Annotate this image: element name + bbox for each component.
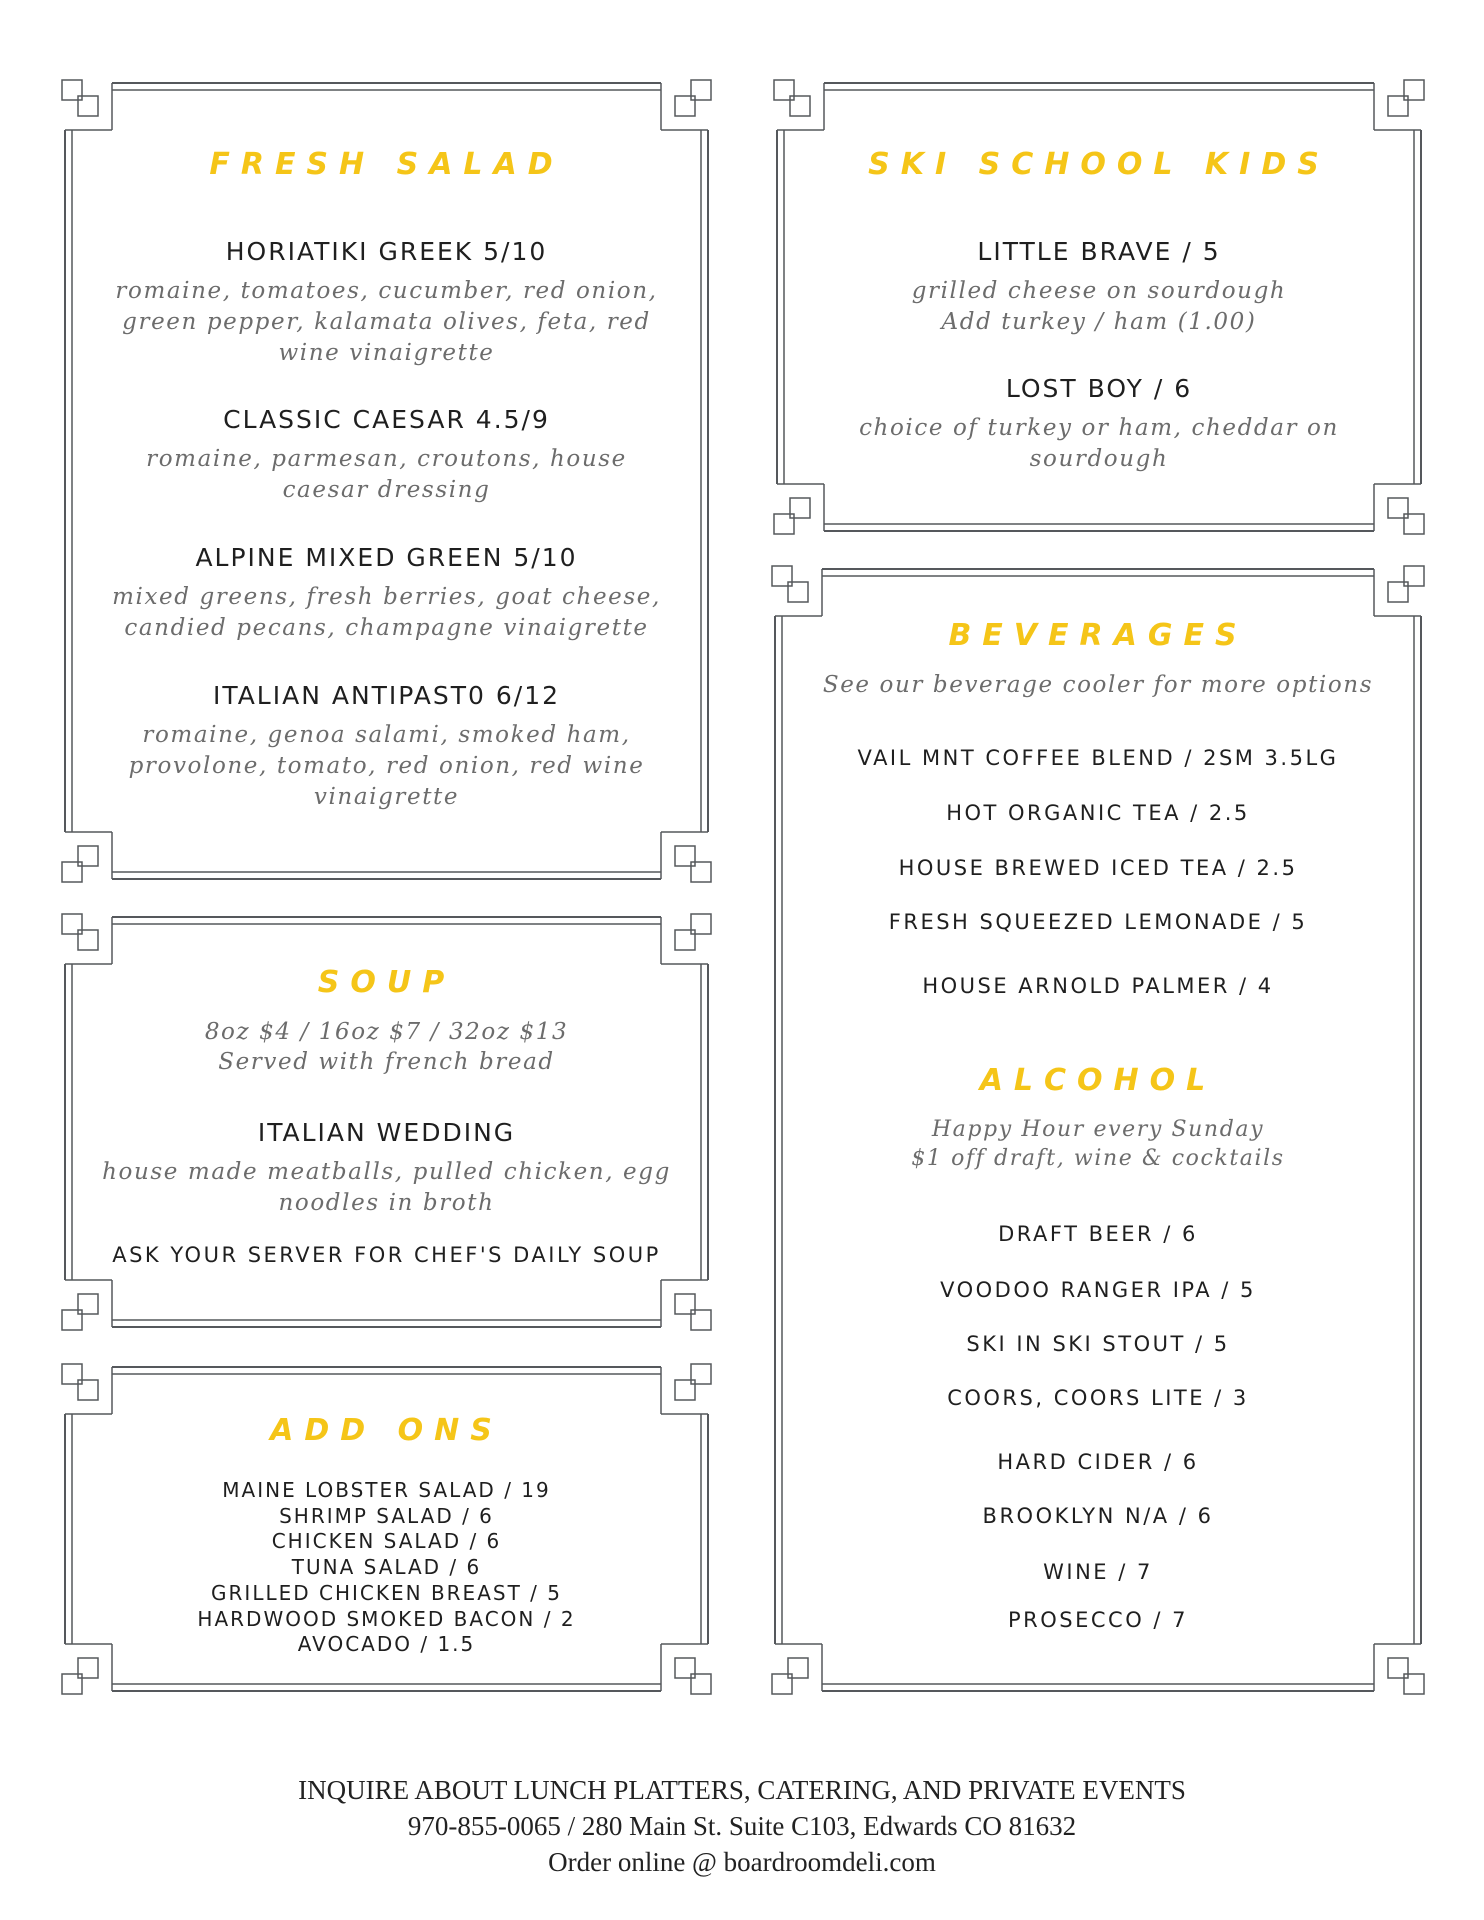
happy-hour-note: Happy Hour every Sunday $1 off draft, wine & cocktails: [911, 1117, 1285, 1171]
section-heading: ALCOHOL: [979, 1063, 1217, 1098]
list-item: GRILLED CHICKEN BREAST / 5: [211, 1580, 562, 1605]
footer: [0, 1772, 1484, 1880]
footer-inquiry: INQUIRE ABOUT LUNCH PLATTERS, CATERING, AND PRIVATE EVENTS: [298, 1775, 1186, 1805]
list-item: CHICKEN SALAD / 6: [271, 1529, 502, 1554]
alcohol-item: DRAFT BEER / 6: [998, 1222, 1198, 1246]
alcohol-item: WINE / 7: [1043, 1560, 1153, 1584]
alcohol-item: COORS, COORS LITE / 3: [947, 1386, 1249, 1410]
alcohol-item: BROOKLYN N/A / 6: [982, 1504, 1214, 1528]
beverage-item: FRESH SQUEEZED LEMONADE / 5: [888, 910, 1308, 934]
menu-item-name: ITALIAN WEDDING: [257, 1118, 516, 1147]
section-heading: BEVERAGES: [948, 618, 1248, 653]
beverage-item: HOT ORGANIC TEA / 2.5: [946, 801, 1250, 825]
menu-item-name: ALPINE MIXED GREEN 5/10: [195, 543, 578, 572]
list-item: MAINE LOBSTER SALAD / 19: [222, 1478, 551, 1502]
menu-item-name: CLASSIC CAESAR 4.5/9: [223, 405, 550, 434]
menu-item-description: house made meatballs, pulled chicken, egg noodles in broth: [102, 1159, 671, 1216]
alcohol-item: HARD CIDER / 6: [997, 1450, 1199, 1474]
list-item: SHRIMP SALAD / 6: [279, 1503, 494, 1528]
menu-item-name: HORIATIKI GREEK 5/10: [225, 237, 548, 266]
menu-item-name: ITALIAN ANTIPAST0 6/12: [212, 681, 560, 710]
fresh-salad-panel: [64, 82, 709, 880]
menu-item-description: mixed greens, fresh berries, goat cheese, candied pecans, champagne vinaigrette: [112, 584, 661, 641]
add-ons-panel: [64, 1366, 709, 1692]
soup-sizes: 8oz $4 / 16oz $7 / 32oz $13 Served with french bread: [204, 1019, 569, 1075]
section-heading: ADD ONS: [270, 1413, 503, 1448]
menu-item-description: romaine, tomatoes, cucumber, red onion, green pepper, kalamata olives, feta, red wine vinaigrette: [115, 278, 658, 366]
soup-panel: [64, 916, 709, 1328]
beverage-item: VAIL MNT COFFEE BLEND / 2SM 3.5LG: [857, 746, 1339, 770]
alcohol-item: PROSECCO / 7: [1007, 1608, 1189, 1632]
list-item: TUNA SALAD / 6: [291, 1555, 482, 1580]
alcohol-item: VOODOO RANGER IPA / 5: [940, 1278, 1256, 1302]
menu-item-description: grilled cheese on sourdough Add turkey / ham (1.00): [911, 278, 1287, 335]
section-heading: SKI SCHOOL KIDS: [868, 147, 1330, 182]
add-ons-list: [64, 1478, 709, 1658]
menu-item-description: romaine, parmesan, croutons, house caesar dressing: [146, 446, 627, 503]
daily-soup-note: ASK YOUR SERVER FOR CHEF'S DAILY SOUP: [112, 1243, 661, 1267]
footer-website: Order online @ boardroomdeli.com: [548, 1847, 936, 1877]
ski-school-kids-panel: [776, 82, 1422, 532]
section-heading: SOUP: [317, 965, 456, 1000]
list-item: HARDWOOD SMOKED BACON / 2: [197, 1606, 576, 1631]
alcohol-item: SKI IN SKI STOUT / 5: [966, 1332, 1230, 1356]
menu-item-name: LITTLE BRAVE / 5: [977, 237, 1221, 266]
menu-item-name: LOST BOY / 6: [1005, 374, 1193, 403]
list-item: AVOCADO / 1.5: [297, 1632, 476, 1657]
beverages-subtitle: See our beverage cooler for more options: [822, 672, 1374, 698]
section-heading: FRESH SALAD: [209, 147, 564, 182]
menu-item-description: choice of turkey or ham, cheddar on sourdough: [859, 415, 1339, 472]
beverages-panel: [774, 568, 1422, 1692]
beverage-item: HOUSE ARNOLD PALMER / 4: [922, 974, 1274, 998]
footer-contact: 970-855-0065 / 280 Main St. Suite C103, Edwards CO 81632: [407, 1811, 1077, 1841]
menu-item-description: romaine, genoa salami, smoked ham, provolone, tomato, red onion, red wine vinaigrette: [128, 722, 645, 810]
beverage-item: HOUSE BREWED ICED TEA / 2.5: [898, 856, 1298, 880]
